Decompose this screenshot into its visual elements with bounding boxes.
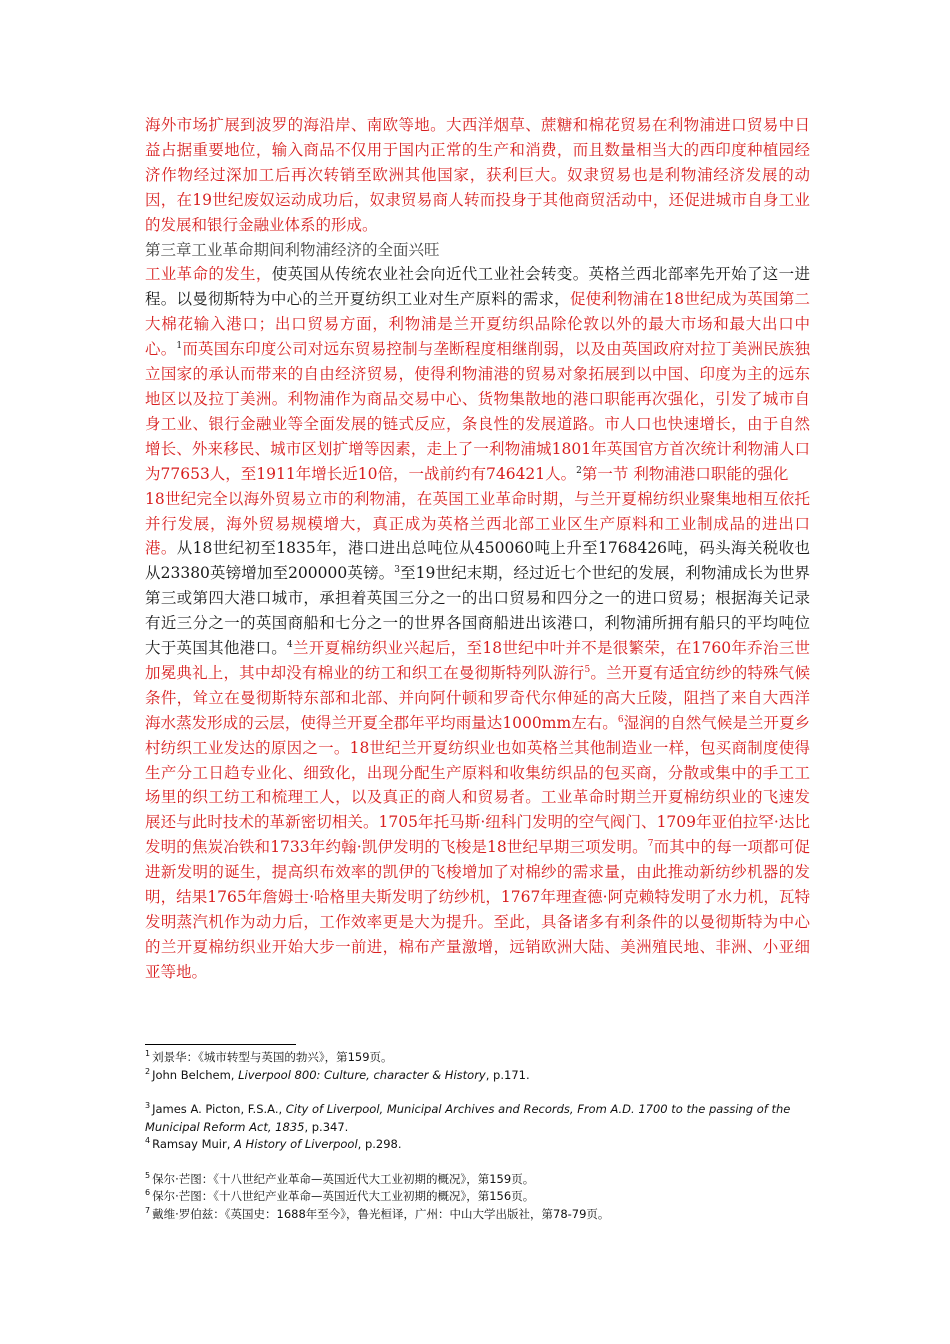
footnote-text: 刘景华：《城市转型与英国的勃兴》，第159页。 [152,1050,393,1064]
footnote-title: City of Liverpool, Municipal Archives and Records, From A.D. 1700 to the passing of the Municipal Reform Act, 1835 [145,1102,791,1134]
text-run: 。兰开夏有适宜纺纱的特殊气候条件，耸立在曼彻斯特东部和北部、并向阿什顿和罗奇代尔伸延的高大丘陵，阻挡了来自大西洋海水蒸发形成的云层，使得兰开夏全郡年平均雨量达1000mm左右。 [145,663,810,732]
footnote-number: 4 [145,1136,151,1146]
footnote-number: 6 [145,1188,151,1198]
footnote-text: , p.171. [485,1067,530,1082]
text-run: 18世纪完全以海外贸易立市的利物浦，在英国工业革命时期，与兰开夏棉纺织业聚集地相互依托并行发展，海外贸易规模增大，真正成为英格兰西北部工业区生产原料和工业制成品的进出口港。 [145,489,810,558]
footnote-title: A History of Liverpool [234,1137,358,1151]
footnote-text: , p.347. [304,1119,349,1134]
text-run: 而英国东印度公司对远东贸易控制与垄断程度相继削弱，以及由英国政府对拉丁美洲民族独立国家的承认而带来的自由经济贸易，使得利物浦港的贸易对象拓展到以中国、印度为主的远东地区以及拉丁美洲。利物浦作为商品交易中心、货物集散地的港口职能再次强化，引发了城市自身工业、银行金融业等全面发展的链式反应，条良性的发展道路。 [145,340,810,433]
paragraph: 海外市场扩展到波罗的海沿岸、南欧等地。大西洋烟草、蔗糖和棉花贸易在利物浦进口贸易中日益占据重要地位，输入商品不仅用于国内正常的生产和消费，而且数量相当大的西印度种植园经济作物经过深加工后再次转销至欧洲其他国家，获利巨大。奴隶贸易也是利物浦经济发展的动因，在19世纪废奴运动成功后，奴隶贸易商人转而投身于其他商贸活动中，还促进城市自身工业的发展和银行金融业体系的形成。 [145,116,810,234]
footnote-separator [145,1044,296,1045]
text-run: 工业革命的发生， [145,265,272,284]
text-run: 兰开夏棉纺织业兴起后，至18世纪中叶并不是很繁荣，在1760年乔治三世加冕典礼上，其中却没有棉业的纺工和织工在曼彻斯特列队游行 [145,639,810,682]
chapter-heading: 第三章工业革命期间利物浦经济的全面兴旺 [145,240,440,259]
footnote-item [145,1101,810,1136]
footnote-text: 戴维·罗伯兹：《英国史：1688年至今》，鲁光桓译，广州：中山大学出版社，第78-79页。 [152,1206,610,1221]
text-run: 至19世纪末期，经过近七个世纪的发展，利物浦成长为世界第三或第四大港口城市，承担着英国三分之一的出口贸易和四分之一的进口贸易；根据海关记录有近三分之一的英国商船和七分之一的世界各国商船进出该港口，利物浦所拥有船只的平均吨位大于英国其他港口。 [145,564,810,658]
footnote-item [145,1171,810,1189]
footnote-item [145,1136,810,1154]
footnote-text: James A. Picton, F.S.A., [152,1102,286,1116]
footnote-number: 3 [145,1101,151,1111]
footnote-text: Ramsay Muir, [152,1137,235,1151]
footnote-item [145,1049,810,1067]
footnote-text: 保尔·芒图：《十八世纪产业革命—英国近代大工业初期的概况》，第159页。 [152,1171,535,1186]
text-run: 从18世纪初至1835年，港口进出总吨位从450060吨上升至1768426吨，码头海关税收也从23380英镑增加至200000英镑。 [145,539,810,583]
paragraph [145,262,810,486]
footnote-item [145,1188,810,1206]
body-text [145,113,810,985]
footnote-ref[interactable]: 7 [647,839,654,850]
footnote-item [145,1067,810,1085]
text-run: 使英国从传统农业社会向近代工业社会转变。英格兰西北部率先开始了这一进程。以曼彻斯特为中心的兰开夏纺织工业对生产原料的需求， [145,265,810,309]
text-run: 促使利物浦在18世纪成为英国第二大棉花输入港口；出口贸易方面，利物浦是兰开夏纺织品除伦敦以外的最大市场和最大出口中心。 [145,290,810,359]
footnote-title: Liverpool 800: Culture, character & History [238,1067,486,1082]
footnote-ref[interactable]: 6 [617,714,624,725]
footnote-ref[interactable]: 5 [584,664,591,675]
text-run: 湿润的自然气候是兰开夏乡村纺织工业发达的原因之一。18世纪兰开夏纺织业也如英格兰其他制造业一样，包买商制度使得生产分工日趋专业化、细致化，出现分配生产原料和收集纺织品的包买商，分散或集中的手工工场里的织工纺工和梳理工人，以及真正的商人和贸易者。工业革命时期兰开夏棉纺织业的飞速发展还与此时技术的革新密切相关。1705年托马斯·纽科门发明的空气阀门、1709年亚伯拉罕·达比发明的焦炭冶铁和1733年约翰·凯伊发明的飞梭是18世纪早期三项发明。 [145,713,810,857]
footnote-ref[interactable]: 1 [176,341,183,351]
footnote-text: 保尔·芒图：《十八世纪产业革命—英国近代大工业初期的概况》，第156页。 [152,1189,535,1203]
footnotes [145,1049,810,1223]
text-run: 市人口也快速增长，由于自然增长、外来移民、城市区划扩增等因素，走上了一利物浦城1801年英国官方首次统计利物浦人口为77653人，至1911年增长近10倍，一战前约有746421人。 [145,414,810,483]
footnote-text: , p.298. [357,1137,402,1151]
footnote-text: John Belchem, [152,1067,239,1082]
footnote-item [145,1206,810,1224]
footnote-number: 7 [145,1205,151,1215]
paragraph [145,487,810,985]
text-run: 而其中的每一项都可促进新发明的诞生，提高织布效率的凯伊的飞梭增加了对棉纱的需求量，由此推动新纺纱机器的发明，结果1765年詹姆士·哈格里夫斯发明了纺纱机，1767年理查德·阿克赖特发明了水力机，瓦特发明蒸汽机作为动力后，工作效率更是大为提升。至此，具备诸多有利条件的以曼彻斯特为中心的兰开夏棉纺织业开始大步一前进，棉布产量激增，远销欧洲大陆、美洲殖民地、非洲、小亚细亚等地。 [145,838,810,981]
footnote-ref[interactable]: 4 [287,639,293,650]
footnote-number: 5 [145,1170,151,1180]
footnote-number: 1 [145,1049,151,1059]
footnote-ref[interactable]: 3 [394,565,400,576]
section-heading: 第一节 利物浦港口职能的强化 [581,464,789,483]
footnote-number: 2 [145,1066,151,1076]
footnote-ref[interactable]: 2 [576,465,582,476]
